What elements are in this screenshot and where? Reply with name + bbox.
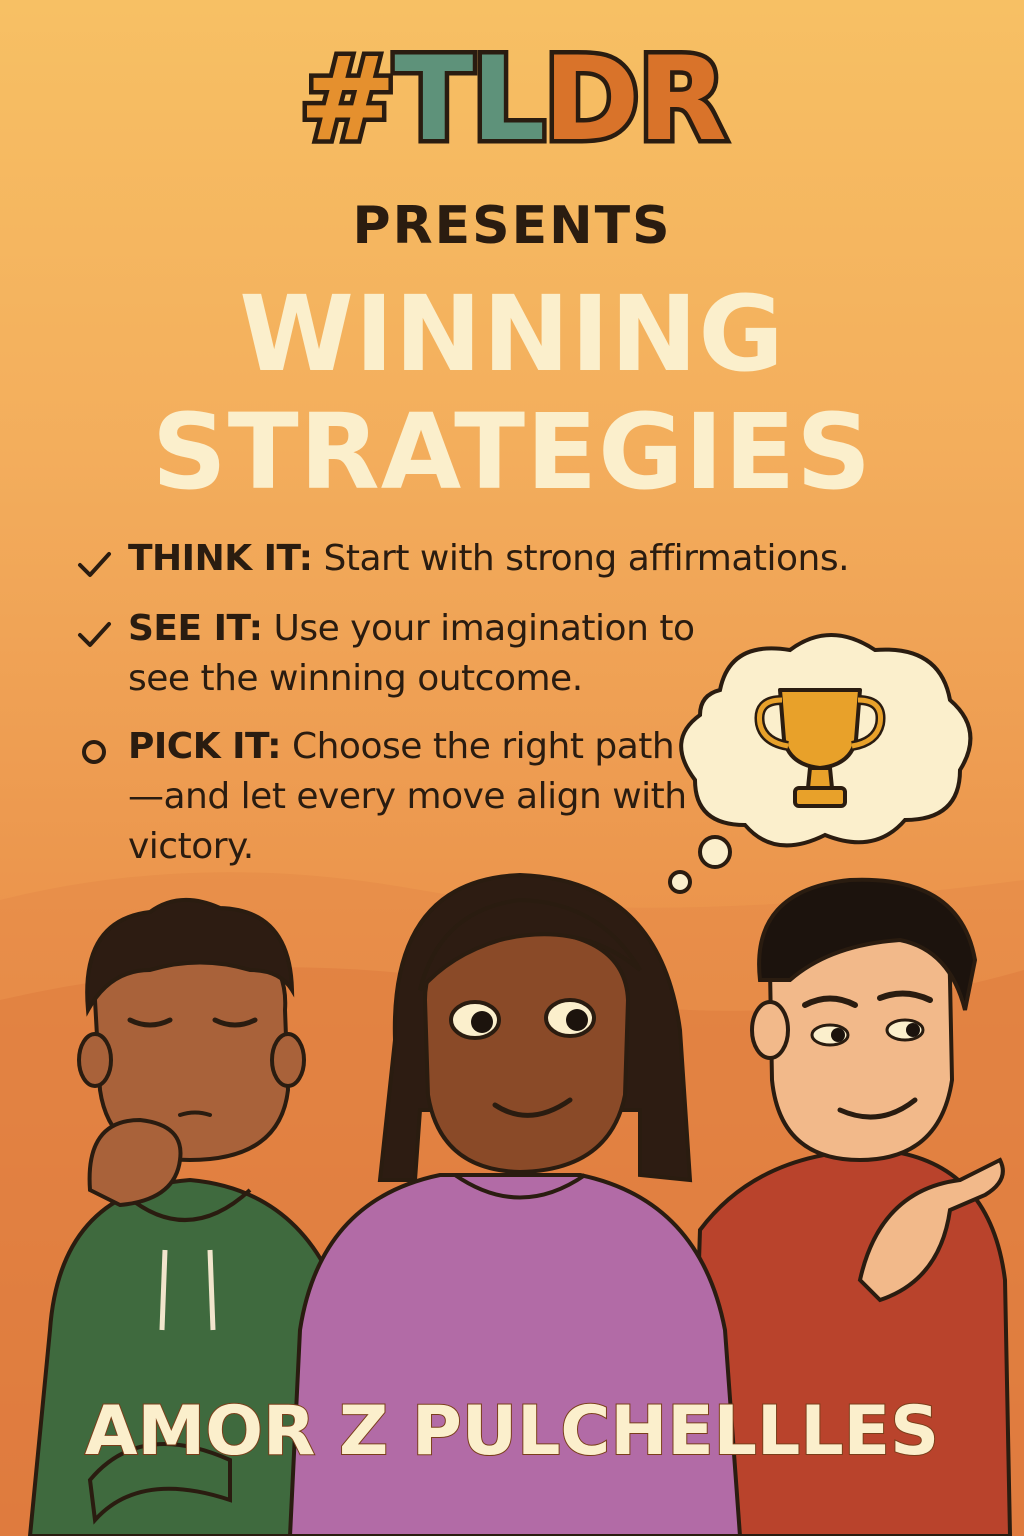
presents-label: PRESENTS [352,196,672,256]
strategy-text [128,534,849,584]
strategy-body: Choose the right path—and let every move align with victory. [128,726,687,867]
strategy-text [128,604,748,704]
strategy-text [128,722,688,872]
circle-icon [74,732,114,772]
strategy-body: Start with strong affirmations. [323,538,850,579]
author-name: AMOR Z PULCHELLLES [84,1392,940,1471]
strategy-body: Use your imagination to see the winning outcome. [128,608,695,699]
strategy-heading: SEE IT: [128,608,263,649]
brand-tl: TL [394,32,544,167]
title-line-2: STRATEGIES [151,391,873,513]
check-icon [74,544,114,584]
thought-bubble [660,620,980,900]
brand-logo [0,32,1024,167]
strategy-heading: PICK IT: [128,726,282,767]
brand-dr: DR [543,32,725,167]
strategy-heading: THINK IT: [128,538,313,579]
brand-hash: # [299,32,395,167]
check-icon [74,614,114,654]
title-line-1: WINNING [239,273,785,395]
